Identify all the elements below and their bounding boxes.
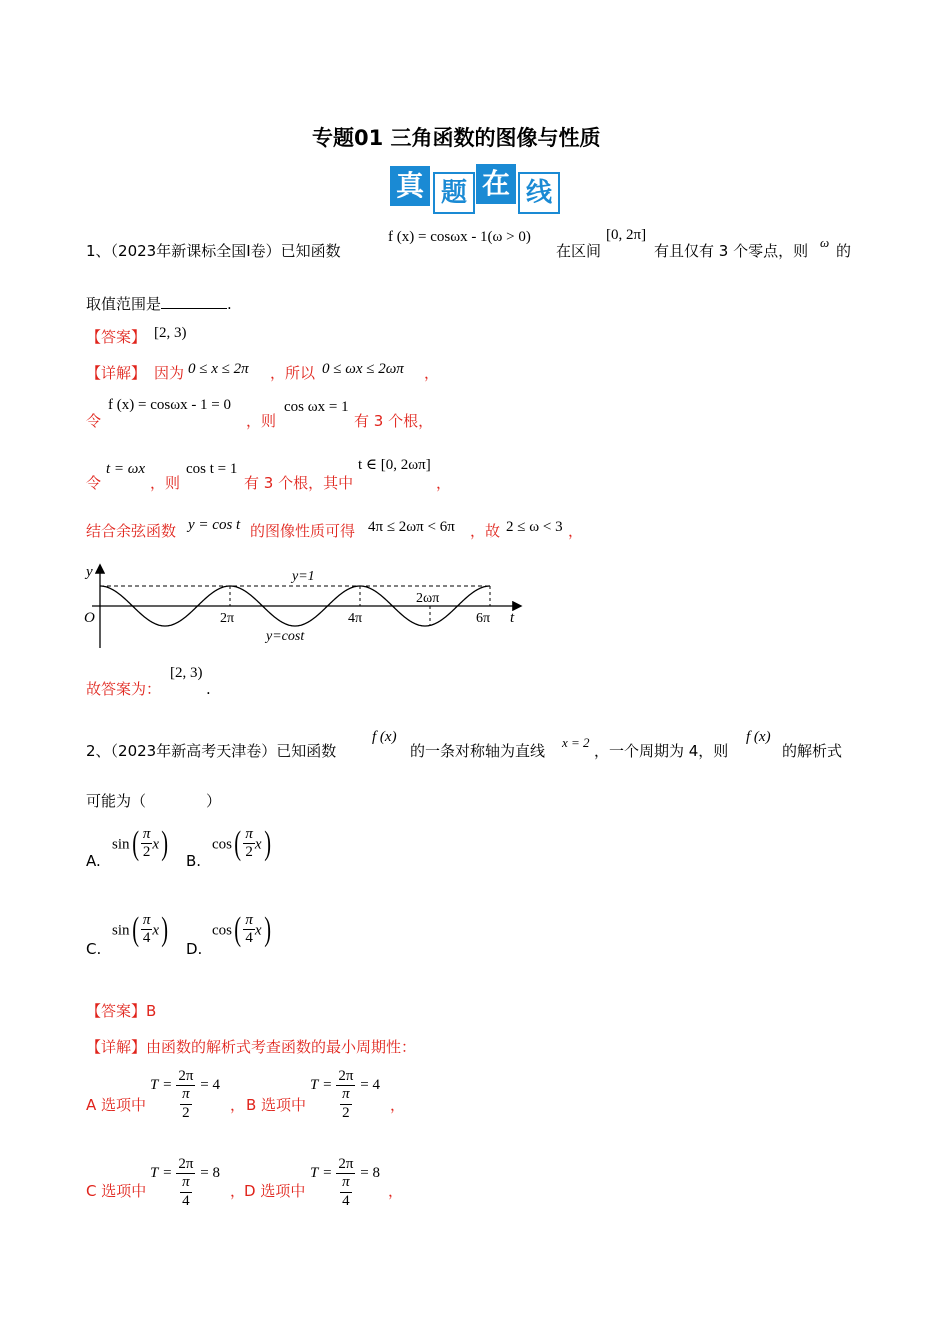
question-text: 的 xyxy=(836,242,852,260)
option-a-math[interactable]: sin( $\frac{\pi}{2}$ x) xyxy=(112,824,169,862)
curve-label: y=cost xyxy=(266,629,305,644)
final-answer-text: 故答案为： xyxy=(86,680,162,698)
math-axis: x = 2 xyxy=(562,735,590,750)
question-text: 的解析式 xyxy=(782,742,843,760)
math-expression: 0 ≤ ωx ≤ 2ωπ xyxy=(322,361,404,377)
row-label: A 选项中 xyxy=(86,1096,147,1114)
math-expression: cos ωx = 1 xyxy=(284,399,349,415)
separator: ， xyxy=(230,1096,246,1114)
option-c-math[interactable]: sin( $\frac{\pi}{4}$ x) xyxy=(112,910,169,948)
detail-text: ， xyxy=(424,364,440,382)
period: . xyxy=(227,295,232,313)
banner-zhenti-zaixian xyxy=(390,164,560,212)
math-omega: ω xyxy=(820,235,830,250)
page-title: 专题01 三角函数的图像与性质 xyxy=(312,126,601,150)
period-formula: T = $\frac{2\pi}{\frac{\pi}{2}}$ = 4 xyxy=(310,1068,380,1121)
question-number: 2、 xyxy=(86,742,111,760)
detail-text: ， xyxy=(568,522,584,540)
answer-value: B xyxy=(146,1002,157,1020)
final-answer-value: [2, 3) xyxy=(170,665,203,681)
math-interval: [0, 2π] xyxy=(606,227,647,243)
period-formula: T = $\frac{2\pi}{\frac{\pi}{2}}$ = 4 xyxy=(150,1068,220,1121)
row-label: D 选项中 xyxy=(244,1182,306,1200)
math-expression: 0 ≤ x ≤ 2π xyxy=(188,361,249,377)
math-expression: 4π ≤ 2ωπ < 6π xyxy=(368,519,455,535)
math-expression: t = ωx xyxy=(106,461,146,477)
separator: ， xyxy=(230,1182,246,1200)
detail-text: ，故 xyxy=(470,522,501,540)
detail-text: 因为 xyxy=(154,364,185,382)
math-expression: 2 ≤ ω < 3 xyxy=(506,519,563,535)
banner-char: 在 xyxy=(476,164,516,204)
detail-text: 令 xyxy=(86,474,102,492)
detail-label: 【详解】 xyxy=(86,1038,147,1056)
detail-text: 有 3 个根，其中 xyxy=(244,474,354,492)
detail-text: 令 xyxy=(86,412,102,430)
answer-label: 【答案】B xyxy=(86,1002,157,1020)
question-source: （2023年新高考天津卷）已知函数 xyxy=(110,742,337,760)
period-formula: T = $\frac{2\pi}{\frac{\pi}{4}}$ = 8 xyxy=(150,1156,220,1209)
detail-text: ，所以 xyxy=(270,364,316,382)
tick-label-2pi: 2π xyxy=(220,611,235,626)
line-label: y=1 xyxy=(292,569,315,584)
option-b-letter[interactable]: B. xyxy=(186,852,202,870)
row-label: B 选项中 xyxy=(246,1096,307,1114)
answer-blank xyxy=(161,294,227,309)
origin-label: O xyxy=(84,610,95,626)
separator: ， xyxy=(388,1182,404,1200)
tick-label-6pi: 6π xyxy=(476,611,491,626)
detail-text: ，则 xyxy=(246,412,277,430)
question-text: 可能为（ ） xyxy=(86,792,222,810)
banner-char: 真 xyxy=(390,166,430,206)
question-text: 有且仅有 3 个零点，则 xyxy=(654,242,809,260)
detail-text: 的图像性质可得 xyxy=(250,522,356,540)
option-c-letter[interactable]: C. xyxy=(86,940,102,958)
math-expression: y = cos t xyxy=(188,517,241,533)
detail-text: 由函数的解析式考查函数的最小周期性： xyxy=(146,1038,417,1056)
answer-label: 【答案】 xyxy=(86,328,147,346)
detail-line xyxy=(86,1040,416,1055)
math-function: f (x) = cosωx - 1(ω > 0) xyxy=(388,229,531,245)
math-expression: cos t = 1 xyxy=(186,461,238,477)
cosine-graph xyxy=(80,558,530,650)
separator: ， xyxy=(390,1096,406,1114)
detail-label: 【详解】 xyxy=(86,364,147,382)
question-number: 1、 xyxy=(86,242,111,260)
math-expression: f (x) = cosωx - 1 = 0 xyxy=(108,397,232,413)
question-1-line-2 xyxy=(86,294,232,312)
period: . xyxy=(206,680,211,698)
detail-text: 有 3 个根， xyxy=(354,412,434,430)
option-a-letter[interactable]: A. xyxy=(86,852,101,870)
question-source: （2023年新课标全国Ⅰ卷）已知函数 xyxy=(110,242,341,260)
banner-char: 题 xyxy=(433,172,475,214)
tick-label-2wpi: 2ωπ xyxy=(416,591,440,606)
question-1-line-1 xyxy=(86,244,341,259)
answer-value: [2, 3) xyxy=(154,325,187,341)
period-formula: T = $\frac{2\pi}{\frac{\pi}{4}}$ = 8 xyxy=(310,1156,380,1209)
math-function: f (x) xyxy=(746,729,771,745)
detail-text: ， xyxy=(436,474,452,492)
option-b-math[interactable]: cos( $\frac{\pi}{2}$ x) xyxy=(212,824,271,862)
tick-label-4pi: 4π xyxy=(348,611,363,626)
math-expression: t ∈ [0, 2ωπ] xyxy=(358,457,431,473)
question-text: ，一个周期为 4，则 xyxy=(594,742,729,760)
detail-text: ，则 xyxy=(150,474,181,492)
math-function: f (x) xyxy=(372,729,397,745)
question-text: 的一条对称轴为直线 xyxy=(410,742,546,760)
y-axis-label: y xyxy=(86,564,93,580)
option-d-letter[interactable]: D. xyxy=(186,940,203,958)
t-axis-label: t xyxy=(510,610,515,626)
row-label: C 选项中 xyxy=(86,1182,147,1200)
question-text: 取值范围是 xyxy=(86,295,162,313)
detail-text: 结合余弦函数 xyxy=(86,522,177,540)
option-d-math[interactable]: cos( $\frac{\pi}{4}$ x) xyxy=(212,910,271,948)
question-text: 在区间 xyxy=(556,242,602,260)
question-2-line-1 xyxy=(86,744,336,759)
banner-char: 线 xyxy=(518,172,560,214)
